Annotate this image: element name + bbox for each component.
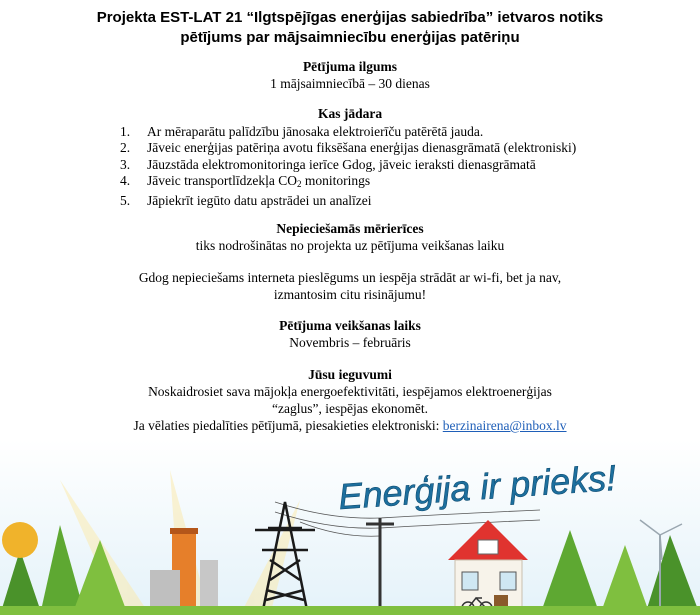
duration-text: 1 mājsaimniecībā – 30 dienas — [270, 76, 430, 91]
gains-heading: Jūsu ieguvumi — [308, 367, 392, 382]
gains-text: Noskaidrosiet sava mājokļa energoefektivitāti, iespējamos elektroenerģijas “zaglus”, iespējas ekonomēt. Ja vēlaties piedalīties pētījumā, piesakieties elektroniski: berzinairena@inbox.lv — [133, 384, 567, 433]
title-line-1: Projekta EST-LAT 21 “Ilgtspējīgas enerģijas sabiedrība” ietvaros notiks — [96, 9, 604, 26]
duration-heading: Pētījuma ilgums — [302, 59, 398, 74]
list-item: 4. Jāveic transportlīdzekļa $CO_2$ monitorings — [120, 173, 371, 190]
page-title — [0, 8, 700, 48]
list-item: 1. Ar mēraparātu palīdzību jānosaka elektroierīču patērētā jauda. — [120, 124, 484, 139]
list-item: 2. Jāveic enerģijas patēriņa avotu fiksēšana enerģijas dienasgrāmatā (elektroniski) — [120, 140, 577, 156]
email-link[interactable]: berzinairena@inbox.lv — [442, 418, 567, 433]
list-item: 5. Jāpiekrīt iegūto datu apstrādei un analīzei — [120, 192, 372, 208]
banner-slogan: Enerģija ir prieks! — [337, 456, 618, 518]
todo-list — [120, 124, 640, 209]
period-heading: Pētījuma veikšanas laiks — [279, 318, 421, 333]
period-text: Novembris – februāris — [289, 335, 411, 350]
devices-heading: Nepieciešamās mērierīces — [276, 221, 424, 236]
gdog-text: Gdog nepieciešams interneta pieslēgums un iespēja strādāt ar wi-fi, bet ja nav, izmantosim citu risinājumu! — [138, 270, 562, 302]
todo-heading: Kas jādara — [317, 106, 383, 121]
title-line-2: pētījums par mājsaimniecību enerģijas patēriņu — [180, 29, 520, 46]
devices-text: tiks nodrošinātas no projekta uz pētījuma veikšanas laiku — [195, 238, 505, 253]
list-item: 3. Jāuzstāda elektromonitoringa ierīce Gdog, jāveic ieraksti dienasgrāmatā — [120, 156, 536, 172]
energy-banner-illustration — [0, 440, 700, 615]
